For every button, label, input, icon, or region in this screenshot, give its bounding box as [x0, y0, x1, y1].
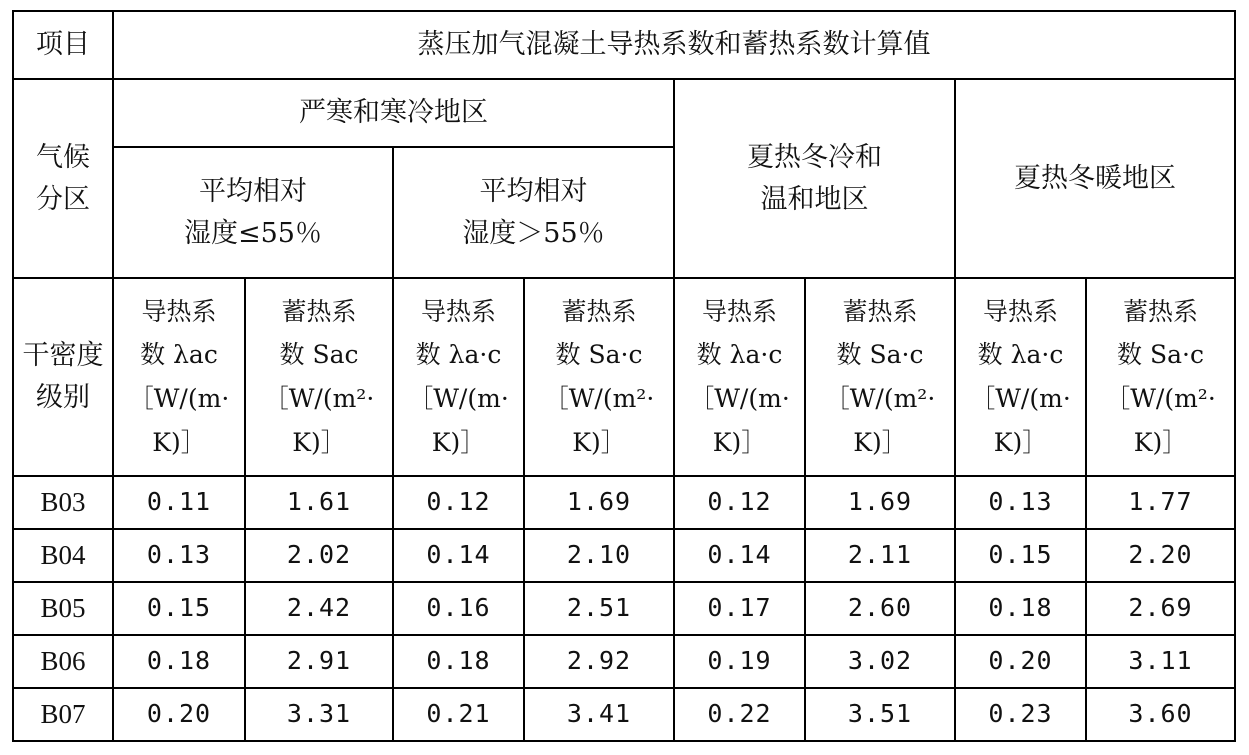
conductivity-column-header: 导热系 数 λa·c ［W/(m· K)］ — [955, 278, 1086, 476]
value-cell: 0.15 — [955, 529, 1086, 582]
density-grade-cell: B05 — [13, 582, 113, 635]
value-cell: 0.19 — [674, 635, 805, 688]
value-cell: 1.69 — [524, 476, 674, 529]
value-cell: 0.18 — [113, 635, 245, 688]
value-cell: 2.10 — [524, 529, 674, 582]
humidity-high-header: 平均相对 湿度＞55％ — [393, 147, 674, 278]
value-cell: 2.91 — [245, 635, 393, 688]
table-row — [13, 529, 1235, 582]
density-grade-cell: B07 — [13, 688, 113, 741]
value-cell: 3.11 — [1086, 635, 1235, 688]
value-cell: 2.92 — [524, 635, 674, 688]
value-cell: 0.14 — [393, 529, 524, 582]
value-cell: 3.02 — [805, 635, 955, 688]
density-grade-cell: B06 — [13, 635, 113, 688]
value-cell: 2.11 — [805, 529, 955, 582]
value-cell: 0.12 — [393, 476, 524, 529]
value-cell: 0.18 — [393, 635, 524, 688]
value-cell: 0.18 — [955, 582, 1086, 635]
value-cell: 3.31 — [245, 688, 393, 741]
value-cell: 2.69 — [1086, 582, 1235, 635]
value-cell: 0.13 — [113, 529, 245, 582]
value-cell: 0.22 — [674, 688, 805, 741]
value-cell: 2.20 — [1086, 529, 1235, 582]
value-cell: 1.61 — [245, 476, 393, 529]
conductivity-column-header: 导热系 数 λa·c ［W/(m· K)］ — [393, 278, 524, 476]
hot-summer-cold-winter-header: 夏热冬冷和 温和地区 — [674, 79, 955, 278]
humidity-low-header: 平均相对 湿度≤55％ — [113, 147, 393, 278]
table-row — [13, 476, 1235, 529]
value-cell: 2.42 — [245, 582, 393, 635]
thermal-coefficient-table — [12, 10, 1236, 742]
item-label: 项目 — [13, 11, 113, 79]
density-grade-cell: B03 — [13, 476, 113, 529]
value-cell: 0.11 — [113, 476, 245, 529]
severe-cold-zone-header: 严寒和寒冷地区 — [113, 79, 674, 147]
conductivity-column-header: 导热系 数 λac ［W/(m· K)］ — [113, 278, 245, 476]
table-title: 蒸压加气混凝土导热系数和蓄热系数计算值 — [113, 11, 1235, 79]
value-cell: 3.51 — [805, 688, 955, 741]
density-grade-label: 干密度 级别 — [13, 278, 113, 476]
value-cell: 1.77 — [1086, 476, 1235, 529]
value-cell: 0.12 — [674, 476, 805, 529]
density-grade-cell: B04 — [13, 529, 113, 582]
value-cell: 0.14 — [674, 529, 805, 582]
value-cell: 0.20 — [113, 688, 245, 741]
value-cell: 0.15 — [113, 582, 245, 635]
value-cell: 3.41 — [524, 688, 674, 741]
hot-summer-warm-winter-header: 夏热冬暖地区 — [955, 79, 1235, 278]
value-cell: 0.17 — [674, 582, 805, 635]
heat-storage-column-header: 蓄热系 数 Sa·c ［W/(m²· K)］ — [1086, 278, 1235, 476]
value-cell: 2.02 — [245, 529, 393, 582]
heat-storage-column-header: 蓄热系 数 Sa·c ［W/(m²· K)］ — [805, 278, 955, 476]
value-cell: 1.69 — [805, 476, 955, 529]
table-row — [13, 582, 1235, 635]
value-cell: 0.20 — [955, 635, 1086, 688]
conductivity-column-header: 导热系 数 λa·c ［W/(m· K)］ — [674, 278, 805, 476]
heat-storage-column-header: 蓄热系 数 Sac ［W/(m²· K)］ — [245, 278, 393, 476]
table-row — [13, 688, 1235, 741]
value-cell: 0.16 — [393, 582, 524, 635]
table-row — [13, 635, 1235, 688]
climate-zone-label: 气候 分区 — [13, 79, 113, 278]
value-cell: 2.60 — [805, 582, 955, 635]
value-cell: 0.13 — [955, 476, 1086, 529]
heat-storage-column-header: 蓄热系 数 Sa·c ［W/(m²· K)］ — [524, 278, 674, 476]
value-cell: 0.21 — [393, 688, 524, 741]
value-cell: 0.23 — [955, 688, 1086, 741]
value-cell: 2.51 — [524, 582, 674, 635]
value-cell: 3.60 — [1086, 688, 1235, 741]
